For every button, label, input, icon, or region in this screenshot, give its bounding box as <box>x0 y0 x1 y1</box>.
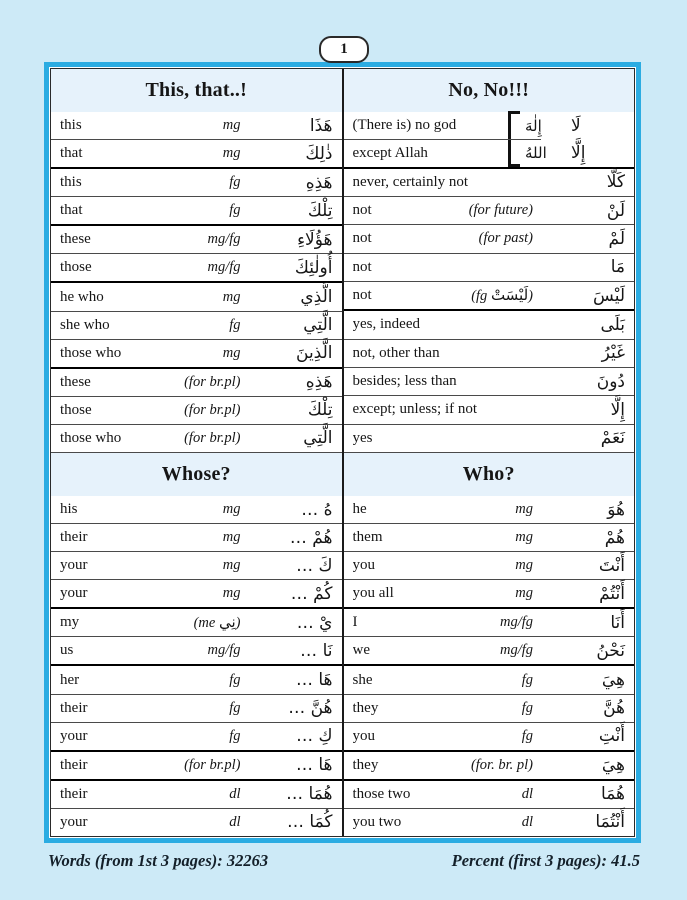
row-grammar-tag: mg <box>222 344 241 361</box>
row-grammar-tag: (for future) <box>468 202 533 219</box>
row-english: us <box>60 642 74 659</box>
row-arabic: إِلَّا <box>610 399 625 420</box>
row-english: (There is) no god <box>352 117 457 134</box>
row-english: your <box>60 813 88 830</box>
row-english: you <box>352 727 375 744</box>
row-grammar-tag: mg <box>515 529 533 546</box>
row-grammar-tag: mg/fg <box>207 259 241 276</box>
row-grammar-tag: dl <box>521 785 533 802</box>
bracket-row-pair <box>344 112 635 167</box>
row-english: you all <box>352 585 394 602</box>
table-row <box>51 367 342 396</box>
row-english: besides; less than <box>352 373 457 390</box>
row-arabic: هُمْ <box>604 527 625 548</box>
row-grammar-tag: (for br.pl) <box>184 429 241 446</box>
row-grammar-tag: mg/fg <box>499 614 533 631</box>
row-arabic: أَنَا <box>610 612 625 633</box>
row-arabic: تِلْكَ <box>307 400 333 421</box>
row-grammar-tag: fg <box>521 671 533 688</box>
table-row <box>344 253 635 281</box>
row-english: yes, indeed <box>352 316 420 333</box>
row-grammar-tag: mg <box>222 557 241 574</box>
section-title-whose: Whose? <box>51 452 342 496</box>
row-english: not <box>352 258 372 275</box>
table-row <box>51 311 342 339</box>
row-arabic: كُمْ … <box>290 583 333 604</box>
row-arabic: اللهُ <box>525 144 547 163</box>
table-row <box>344 551 635 579</box>
section-title-who: Who? <box>344 452 635 496</box>
row-grammar-tag: mg/fg <box>207 231 241 248</box>
table-row <box>344 607 635 636</box>
table-row <box>344 722 635 750</box>
footer-words-count: Words (from 1st 3 pages): 32263 <box>48 851 269 870</box>
row-english: this <box>60 117 82 134</box>
table-row <box>344 196 635 224</box>
row-english: except Allah <box>352 144 428 161</box>
row-arabic: يْ … <box>296 612 333 633</box>
table-row <box>51 167 342 196</box>
row-english: you <box>352 557 375 574</box>
row-english: yes <box>352 429 373 446</box>
row-english: not <box>352 230 372 247</box>
row-arabic: هَذِهِ <box>305 372 333 393</box>
row-arabic: أُولٰئِكَ <box>294 257 333 278</box>
row-grammar-tag: fg <box>229 699 241 716</box>
column-right <box>344 69 635 836</box>
row-grammar-tag: mg/fg <box>207 642 241 659</box>
table-row <box>51 339 342 367</box>
row-arabic: هُمَا <box>601 784 625 805</box>
row-grammar-tag: mg/fg <box>499 642 533 659</box>
section-title-this-that: This, that..! <box>51 69 342 112</box>
row-arabic: لَا <box>571 115 581 136</box>
row-grammar-tag: fg <box>229 671 241 688</box>
row-arabic: أَنْتُمَا <box>595 812 625 833</box>
row-arabic: دُونَ <box>596 371 625 392</box>
section-who-rows <box>344 496 635 836</box>
row-grammar-tag: dl <box>229 785 241 802</box>
row-english: she who <box>60 316 110 333</box>
table-row <box>344 664 635 693</box>
table-row <box>51 523 342 551</box>
page-number: 1 <box>340 41 348 57</box>
row-arabic: أَنْتَ <box>598 555 625 576</box>
row-grammar-tag: fg <box>229 202 241 219</box>
row-arabic: هُوَ <box>607 499 625 520</box>
row-arabic: نَعَمْ <box>600 428 625 449</box>
row-grammar-tag: fg <box>229 316 241 333</box>
row-grammar-tag: mg <box>222 145 241 162</box>
table-row <box>344 636 635 664</box>
table-row <box>51 196 342 224</box>
row-english: they <box>352 699 379 716</box>
row-arabic: هَا … <box>295 670 333 690</box>
row-arabic: لَمْ <box>608 228 625 249</box>
row-english: your <box>60 585 88 602</box>
table-row <box>344 779 635 808</box>
row-grammar-tag-arabic: لَيْسَتْ <box>490 286 529 305</box>
row-english: them <box>352 529 383 546</box>
row-english: those <box>60 401 92 418</box>
row-arabic: هُنَّ <box>603 698 625 719</box>
row-grammar-tag: (fg لَيْسَتْ) <box>471 286 533 305</box>
row-grammar-tag: fg <box>521 727 533 744</box>
table-row <box>51 607 342 636</box>
bracket-english <box>353 112 509 167</box>
row-grammar-tag: (for br.pl) <box>184 401 241 418</box>
table-row <box>51 139 342 167</box>
page-number-badge <box>319 36 369 63</box>
row-arabic: إِلٰهَ <box>525 116 542 135</box>
table-row <box>51 722 342 750</box>
row-english: that <box>60 145 83 162</box>
row-english: your <box>60 727 88 744</box>
table-row <box>51 281 342 310</box>
row-english: not <box>352 287 372 304</box>
footer-percent: Percent (first 3 pages): 41.5 <box>451 851 640 870</box>
row-arabic: بَلَى <box>600 314 625 335</box>
row-english: you two <box>352 813 402 830</box>
row-english: these <box>60 373 91 390</box>
row-grammar-tag: (for past) <box>478 230 533 247</box>
page-footer <box>48 851 640 871</box>
row-arabic: كَ … <box>296 555 333 576</box>
table-row <box>51 808 342 836</box>
row-english: I <box>352 614 358 631</box>
table-row <box>51 253 342 281</box>
bracket-small-arabic <box>525 112 571 167</box>
row-english: my <box>60 614 80 631</box>
row-arabic: هِيَ <box>601 670 625 690</box>
row-arabic: هُمَا … <box>286 784 333 805</box>
row-english: except; unless; if not <box>352 401 478 418</box>
row-english: those two <box>352 785 411 802</box>
row-arabic: هُ … <box>301 499 333 520</box>
row-grammar-tag: mg <box>515 585 533 602</box>
section-this-that-rows <box>51 112 342 452</box>
row-grammar-tag: (for br.pl) <box>184 756 241 773</box>
row-grammar-tag: mg <box>222 529 241 546</box>
row-english: these <box>60 231 91 248</box>
row-english: her <box>60 671 80 688</box>
table-row <box>344 339 635 367</box>
table-row <box>344 167 635 196</box>
row-grammar-tag: (me نِي) <box>193 613 241 632</box>
row-grammar-tag: mg <box>222 501 241 518</box>
table-row <box>51 551 342 579</box>
section-title-no-no: No, No!!! <box>344 69 635 112</box>
row-english: those who <box>60 429 122 446</box>
row-arabic: نَا … <box>300 640 333 661</box>
table-row <box>344 395 635 423</box>
bracket-icon <box>508 111 520 167</box>
row-english: those <box>60 259 92 276</box>
table-row <box>344 750 635 779</box>
row-arabic: تِلْكَ <box>307 200 333 221</box>
row-english: he who <box>60 288 104 305</box>
row-grammar-tag: mg <box>222 117 241 134</box>
row-english: not <box>352 202 372 219</box>
row-arabic: هُمْ … <box>289 527 333 548</box>
table-row <box>51 112 342 139</box>
row-grammar-tag: fg <box>229 727 241 744</box>
row-arabic: كُمَا … <box>286 812 333 833</box>
row-english: his <box>60 501 78 518</box>
row-english: that <box>60 202 83 219</box>
row-grammar-tag: dl <box>229 813 241 830</box>
table-row <box>51 396 342 424</box>
row-english: their <box>60 785 88 802</box>
row-english: she <box>352 671 373 688</box>
row-english: this <box>60 174 82 191</box>
table-row <box>344 496 635 523</box>
row-english: they <box>352 756 379 773</box>
row-grammar-tag: mg <box>222 288 241 305</box>
table-row <box>344 424 635 452</box>
row-arabic: نَحْنُ <box>596 640 625 661</box>
row-grammar-tag: fg <box>229 174 241 191</box>
row-english: their <box>60 529 88 546</box>
column-left <box>51 69 344 836</box>
table-row <box>51 694 342 722</box>
table-row <box>344 523 635 551</box>
section-whose-rows <box>51 496 342 836</box>
row-grammar-tag: (for. br. pl) <box>470 756 533 773</box>
row-arabic: أَنْتُمْ <box>599 583 625 604</box>
row-arabic: هِيَ <box>601 755 625 776</box>
row-arabic: أَنْتِ <box>598 726 625 747</box>
row-grammar-tag: dl <box>521 813 533 830</box>
row-english: your <box>60 557 88 574</box>
row-english: their <box>60 699 88 716</box>
row-arabic: كَلَّا <box>606 172 625 193</box>
row-arabic: هَذَا <box>309 115 333 136</box>
table-row <box>344 309 635 338</box>
row-arabic: غَيْرُ <box>601 343 625 364</box>
table-row <box>51 496 342 523</box>
table-row <box>51 779 342 808</box>
row-arabic: كِ … <box>296 726 333 747</box>
table-row <box>51 579 342 607</box>
row-english: not, other than <box>352 344 440 361</box>
table-row <box>344 224 635 252</box>
table-row <box>344 694 635 722</box>
table-row <box>51 224 342 253</box>
row-grammar-tag: mg <box>515 501 533 518</box>
row-arabic: الَّذِي <box>300 287 333 307</box>
row-english: never, certainly not <box>352 173 469 190</box>
table-row <box>51 636 342 664</box>
table-row <box>51 664 342 693</box>
row-grammar-tag: mg <box>515 557 533 574</box>
row-english: we <box>352 642 370 659</box>
row-arabic: إِلَّا <box>571 143 586 164</box>
vocab-table <box>44 62 641 843</box>
row-grammar-tag-arabic: نِي <box>218 613 236 632</box>
table-row <box>344 367 635 395</box>
row-arabic: ذٰلِكَ <box>305 143 333 164</box>
row-arabic: الَّتِي <box>303 428 333 449</box>
bracket-main-arabic <box>571 112 625 167</box>
row-grammar-tag: (for br.pl) <box>184 373 241 390</box>
section-no-no-rows <box>344 112 635 452</box>
row-arabic: لَنْ <box>606 200 625 221</box>
row-arabic: هَؤُلَاءِ <box>297 229 333 250</box>
row-grammar-tag: mg <box>222 585 241 602</box>
vocab-table-inner <box>50 68 635 837</box>
row-arabic: الَّذِينَ <box>296 343 333 364</box>
row-arabic: مَا <box>610 257 625 278</box>
table-row <box>344 579 635 607</box>
row-english: those who <box>60 344 122 361</box>
table-row <box>51 424 342 452</box>
row-arabic: لَيْسَ <box>593 285 625 306</box>
table-row <box>51 750 342 779</box>
row-arabic: هَا … <box>295 755 333 776</box>
row-english: their <box>60 756 88 773</box>
row-arabic: هَذِهِ <box>305 172 333 193</box>
row-arabic: هُنَّ … <box>288 698 333 719</box>
row-grammar-tag: fg <box>521 699 533 716</box>
row-english: he <box>352 501 367 518</box>
table-row <box>344 808 635 836</box>
table-row <box>344 281 635 309</box>
row-arabic: الَّتِي <box>303 315 333 336</box>
